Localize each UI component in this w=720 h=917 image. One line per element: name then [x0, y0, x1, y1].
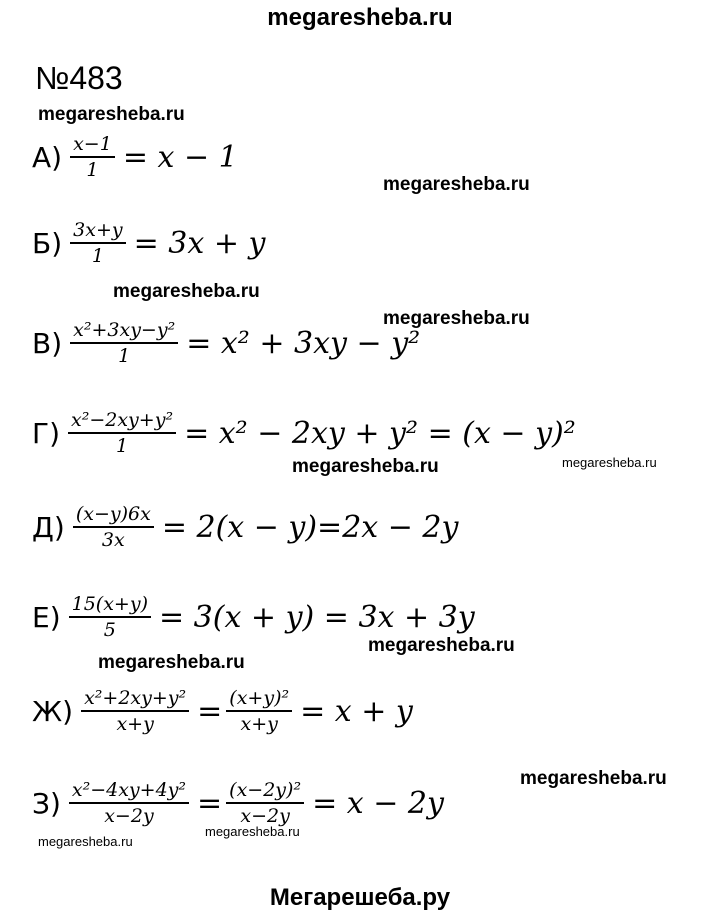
- numerator: 15(x+y): [71, 593, 148, 615]
- numerator-2: (x−2y)²: [229, 779, 302, 801]
- fraction: [73, 502, 154, 552]
- denominator: x−2y: [104, 805, 154, 827]
- equation-row-zh: [32, 686, 413, 736]
- row-label: Е): [32, 600, 61, 634]
- fraction: [68, 408, 176, 458]
- numerator: x²−2xy+y²: [71, 409, 174, 431]
- numerator: (x−y)6x: [75, 503, 151, 525]
- denominator: 5: [103, 619, 116, 641]
- equals-sign: =: [197, 785, 223, 821]
- watermark: megaresheba.ru: [520, 768, 667, 789]
- equation-row-v: [32, 318, 420, 368]
- row-label: З): [32, 786, 61, 820]
- numerator: 3x+y: [73, 219, 123, 241]
- equation-row-a: [32, 132, 238, 182]
- fraction: [70, 318, 178, 368]
- denominator-2: x+y: [240, 713, 278, 735]
- numerator-2: (x+y)²: [229, 687, 290, 709]
- fraction: [69, 778, 189, 828]
- watermark: megaresheba.ru: [38, 834, 133, 849]
- equation-row-g: [32, 408, 576, 458]
- denominator: x+y: [116, 713, 154, 735]
- denominator-2: x−2y: [240, 805, 290, 827]
- row-label: Ж): [32, 694, 74, 728]
- row-label: В): [32, 326, 63, 360]
- watermark: megaresheba.ru: [383, 174, 530, 195]
- numerator: x²+3xy−y²: [73, 319, 176, 341]
- watermark: megaresheba.ru: [562, 455, 657, 470]
- fraction: [69, 592, 151, 642]
- equation-row-z: [32, 778, 444, 828]
- row-label: Б): [32, 226, 63, 260]
- right-hand-side: = x − 1: [122, 139, 238, 175]
- equation-row-b: [32, 218, 265, 268]
- fraction: [81, 686, 189, 736]
- denominator: 1: [86, 159, 99, 181]
- watermark: megaresheba.ru: [292, 456, 439, 477]
- right-hand-side: = x − 2y: [312, 785, 444, 821]
- denominator: 3x: [101, 529, 125, 551]
- denominator: 1: [118, 345, 131, 367]
- equation-row-e: [32, 592, 475, 642]
- watermark: megaresheba.ru: [38, 104, 185, 125]
- watermark: megaresheba.ru: [383, 308, 530, 329]
- right-hand-side: = x + y: [300, 693, 413, 729]
- watermark: megaresheba.ru: [113, 281, 260, 302]
- site-header: megaresheba.ru: [267, 4, 453, 31]
- right-hand-side: = 3(x + y) = 3x + 3y: [159, 599, 475, 635]
- numerator: x²−4xy+4y²: [71, 779, 187, 801]
- fraction-2: [226, 778, 304, 828]
- watermark: megaresheba.ru: [368, 635, 515, 656]
- watermark: megaresheba.ru: [98, 652, 245, 673]
- equals-sign: =: [197, 693, 223, 729]
- numerator: x²+2xy+y²: [84, 687, 187, 709]
- right-hand-side: = x² + 3xy − y²: [186, 325, 421, 361]
- watermark: megaresheba.ru: [205, 824, 300, 839]
- denominator: 1: [115, 435, 129, 457]
- right-hand-side: = 3x + y: [133, 225, 266, 261]
- row-label: А): [32, 140, 63, 174]
- fraction: [70, 218, 125, 268]
- equation-row-d: [32, 502, 458, 552]
- denominator: 1: [91, 245, 104, 267]
- problem-number: №483: [35, 60, 123, 96]
- row-label: Д): [32, 510, 65, 544]
- row-label: Г): [32, 416, 60, 450]
- right-hand-side: = x² − 2xy + y² = (x − y)²: [184, 415, 576, 451]
- site-footer: Мегарешеба.ру: [269, 884, 451, 911]
- right-hand-side: = 2(x − y)=2x − 2y: [161, 509, 459, 545]
- fraction-2: [226, 686, 292, 736]
- fraction: [70, 132, 115, 182]
- numerator: x−1: [73, 133, 112, 155]
